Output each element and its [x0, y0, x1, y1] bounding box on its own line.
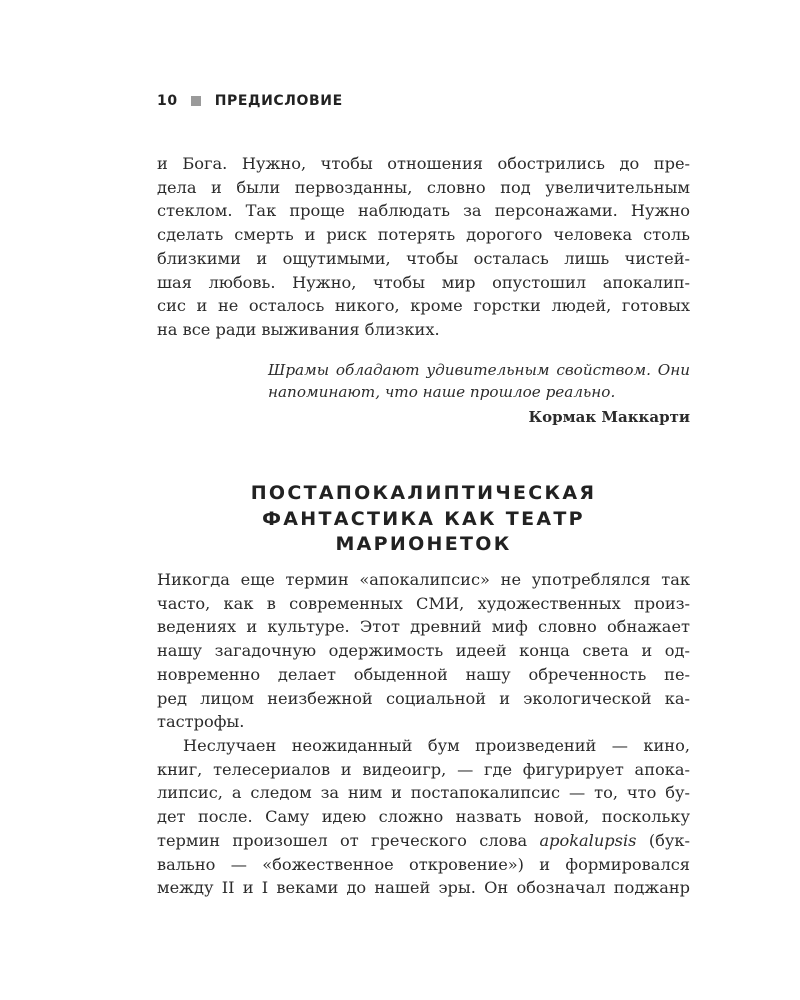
epigraph-quote	[268, 359, 690, 403]
text-line: ред лицом неизбежной социальной и экологической ка-	[157, 688, 690, 708]
text-line: стеклом. Так проще наблюдать за персонажами. Нужно	[157, 201, 690, 221]
epigraph-author: Кормак Маккарти	[528, 408, 690, 426]
text-line: вально — «божественное откровение») и формировался	[157, 854, 690, 874]
text-line: дет после. Саму идею сложно назвать новой, поскольку	[157, 807, 690, 827]
text-line: часто, как в современных СМИ, художественных произ-	[157, 593, 690, 613]
text-line: Никогда еще термин «апокалипсис» не употреблялся так	[157, 570, 690, 589]
epigraph	[268, 359, 690, 429]
epigraph-line: напоминают, что наше прошлое реально.	[268, 383, 616, 401]
text-fragment: термин произошел от греческого слова	[157, 830, 540, 850]
text-line-with-emphasis	[157, 829, 690, 853]
text-line: Неслучаен неожиданный бум произведений — кино,	[183, 736, 690, 755]
text-line: и Бога. Нужно, чтобы отношения обострились до пре-	[157, 154, 690, 173]
paragraph	[157, 568, 690, 734]
running-head-title: ПРЕДИСЛОВИЕ	[214, 93, 343, 109]
heading-line: ПОСТАПОКАЛИПТИЧЕСКАЯ	[250, 482, 597, 504]
text-line: тастрофы.	[157, 712, 245, 732]
paragraph	[157, 734, 690, 900]
text-line: книг, телесериалов и видеоигр, — где фигурирует апока-	[157, 759, 690, 779]
text-line: сис и не осталось никого, кроме горстки людей, готовых	[157, 296, 690, 316]
text-line: сделать смерть и риск потерять дорогого человека столь	[157, 225, 690, 245]
epigraph-line: Шрамы обладают удивительным свойством. Они	[268, 361, 690, 379]
running-head	[157, 91, 343, 111]
section-heading	[157, 481, 690, 558]
text-line: нашу загадочную одержимость идеей конца света и од-	[157, 641, 690, 661]
heading-line: ФАНТАСТИКА КАК ТЕАТР	[262, 507, 585, 530]
text-fragment: (бук-	[636, 830, 690, 850]
text-line: на все ради выживания близких.	[157, 319, 440, 339]
paragraph-continued	[157, 152, 690, 342]
text-line: липсис, а следом за ним и постапокалипсис — то, что бу-	[157, 783, 690, 803]
text-line: новременно делает обыденной нашу обреченность пе-	[157, 664, 690, 684]
text-line: ведениях и культуре. Этот древний миф словно обнажает	[157, 617, 690, 637]
text-line: дела и были первозданны, словно под увеличительным	[157, 177, 690, 197]
emphasized-term: apokalupsis	[539, 830, 637, 850]
page-number: 10	[157, 93, 178, 109]
separator-square-icon	[191, 96, 201, 106]
text-line: близкими и ощутимыми, чтобы осталась лишь чистей-	[157, 248, 690, 268]
heading-line: МАРИОНЕТОК	[335, 533, 512, 555]
text-line: шая любовь. Нужно, чтобы мир опустошил апокалип-	[157, 272, 690, 292]
text-line: между II и I веками до нашей эры. Он обозначал поджанр	[157, 878, 690, 898]
